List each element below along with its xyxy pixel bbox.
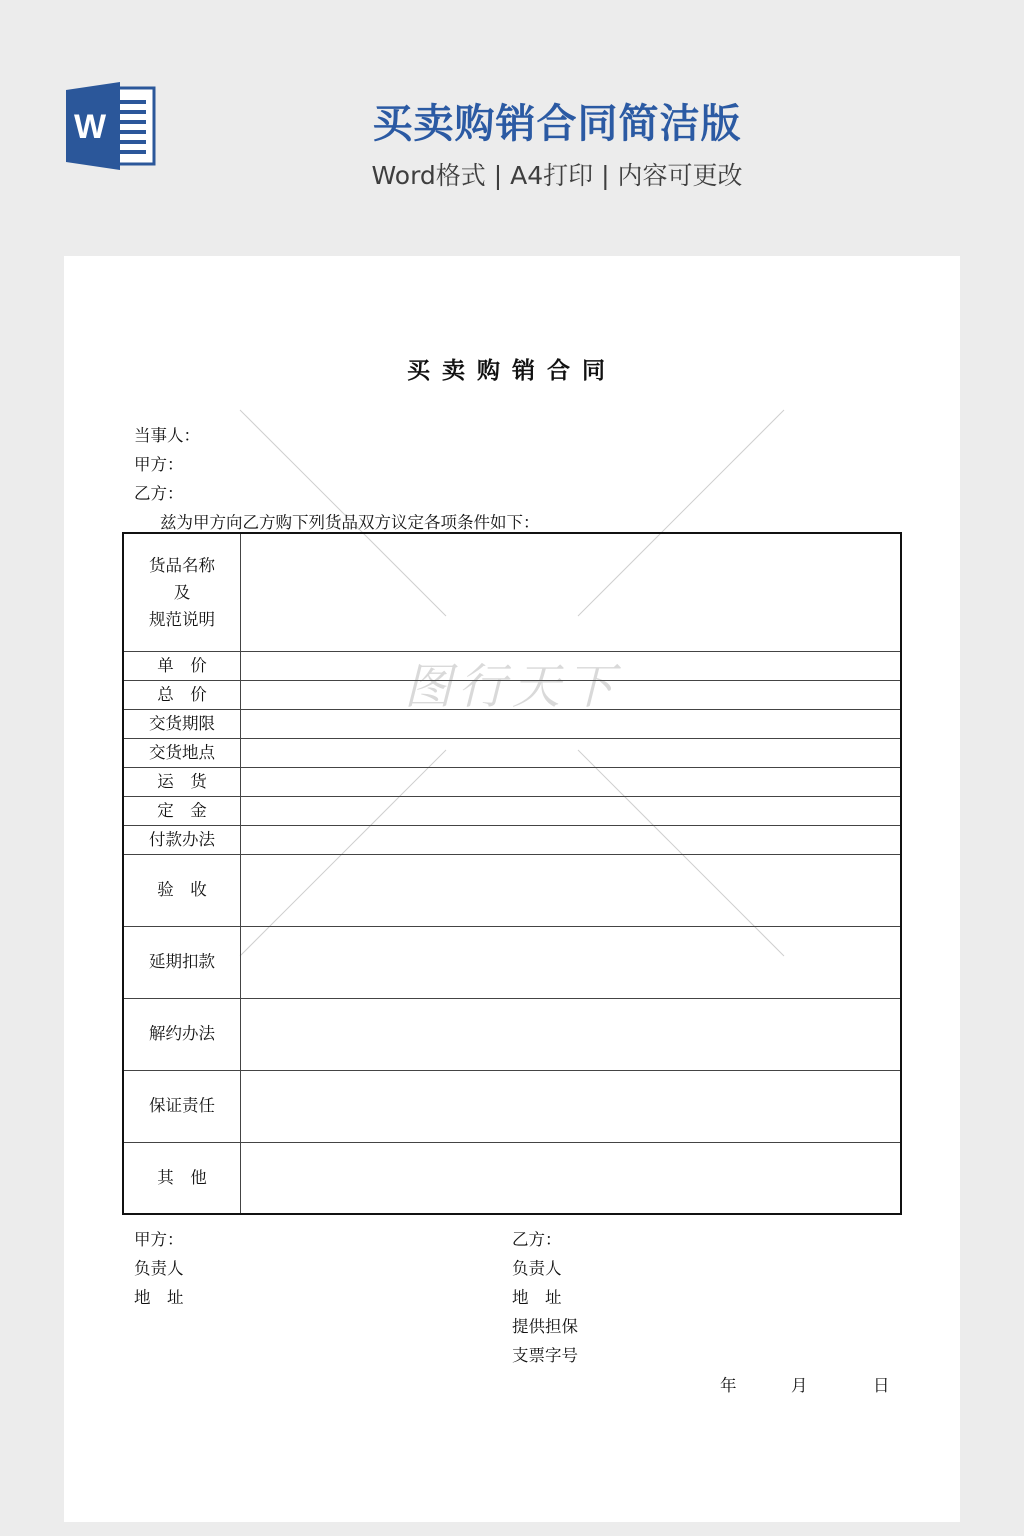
table-row <box>123 651 901 680</box>
sign-b-check-no: 支票字号 <box>512 1346 578 1365</box>
row-value[interactable] <box>241 767 902 796</box>
watermark-text: 图行天下 <box>403 659 620 715</box>
document-title: 买卖购销合同 <box>407 357 617 384</box>
table-row <box>123 1070 901 1142</box>
promo-title: 买卖购销合同简洁版 <box>372 101 742 147</box>
row-value[interactable] <box>241 738 902 767</box>
intro-text: 兹为甲方向乙方购下列货品双方议定各项条件如下： <box>160 513 540 532</box>
row-value[interactable] <box>241 1142 902 1214</box>
sign-b-address: 地 址 <box>512 1288 562 1307</box>
row-value[interactable] <box>241 926 902 998</box>
promo-subtitle: Word格式 | A4打印 | 内容可更改 <box>371 161 743 190</box>
row-value[interactable] <box>241 998 902 1070</box>
row-value[interactable] <box>241 796 902 825</box>
row-label: 保证责任 <box>123 1070 241 1142</box>
row-value[interactable] <box>241 709 902 738</box>
date-month: 月 <box>791 1376 808 1395</box>
table-row <box>123 738 901 767</box>
row-value[interactable] <box>241 680 902 709</box>
table-row <box>123 926 901 998</box>
row-value[interactable] <box>241 533 902 651</box>
word-logo-letter: W <box>73 108 107 146</box>
row-label: 货品名称 及 规范说明 <box>123 533 241 651</box>
contract-table <box>122 532 902 1215</box>
table-row <box>123 709 901 738</box>
row-label: 其 他 <box>123 1142 241 1214</box>
party-a-label: 甲方： <box>134 455 184 474</box>
row-value[interactable] <box>241 651 902 680</box>
row-label: 单 价 <box>123 651 241 680</box>
word-icon <box>64 80 158 172</box>
row-label: 交货期限 <box>123 709 241 738</box>
table-row <box>123 825 901 854</box>
table-row <box>123 533 901 651</box>
sign-party-b: 乙方： <box>512 1230 562 1249</box>
date-year: 年 <box>720 1376 737 1395</box>
table-row <box>123 998 901 1070</box>
table-row <box>123 767 901 796</box>
row-label: 运 货 <box>123 767 241 796</box>
row-label: 定 金 <box>123 796 241 825</box>
sign-party-a: 甲方： <box>134 1230 184 1249</box>
row-label: 验 收 <box>123 854 241 926</box>
row-label: 解约办法 <box>123 998 241 1070</box>
table-row <box>123 680 901 709</box>
row-label: 交货地点 <box>123 738 241 767</box>
row-label: 延期扣款 <box>123 926 241 998</box>
row-label: 付款办法 <box>123 825 241 854</box>
table-row <box>123 854 901 926</box>
table-row <box>123 796 901 825</box>
sign-b-responsible: 负责人 <box>512 1259 562 1278</box>
row-value[interactable] <box>241 854 902 926</box>
document-page <box>64 256 960 1522</box>
sign-a-responsible: 负责人 <box>134 1259 184 1278</box>
sign-b-guarantee: 提供担保 <box>512 1317 578 1336</box>
row-value[interactable] <box>241 1070 902 1142</box>
party-b-label: 乙方： <box>134 484 184 503</box>
row-value[interactable] <box>241 825 902 854</box>
table-row <box>123 1142 901 1214</box>
date-day: 日 <box>873 1376 890 1395</box>
row-label: 总 价 <box>123 680 241 709</box>
sign-a-address: 地 址 <box>134 1288 184 1307</box>
parties-label: 当事人： <box>134 426 200 445</box>
